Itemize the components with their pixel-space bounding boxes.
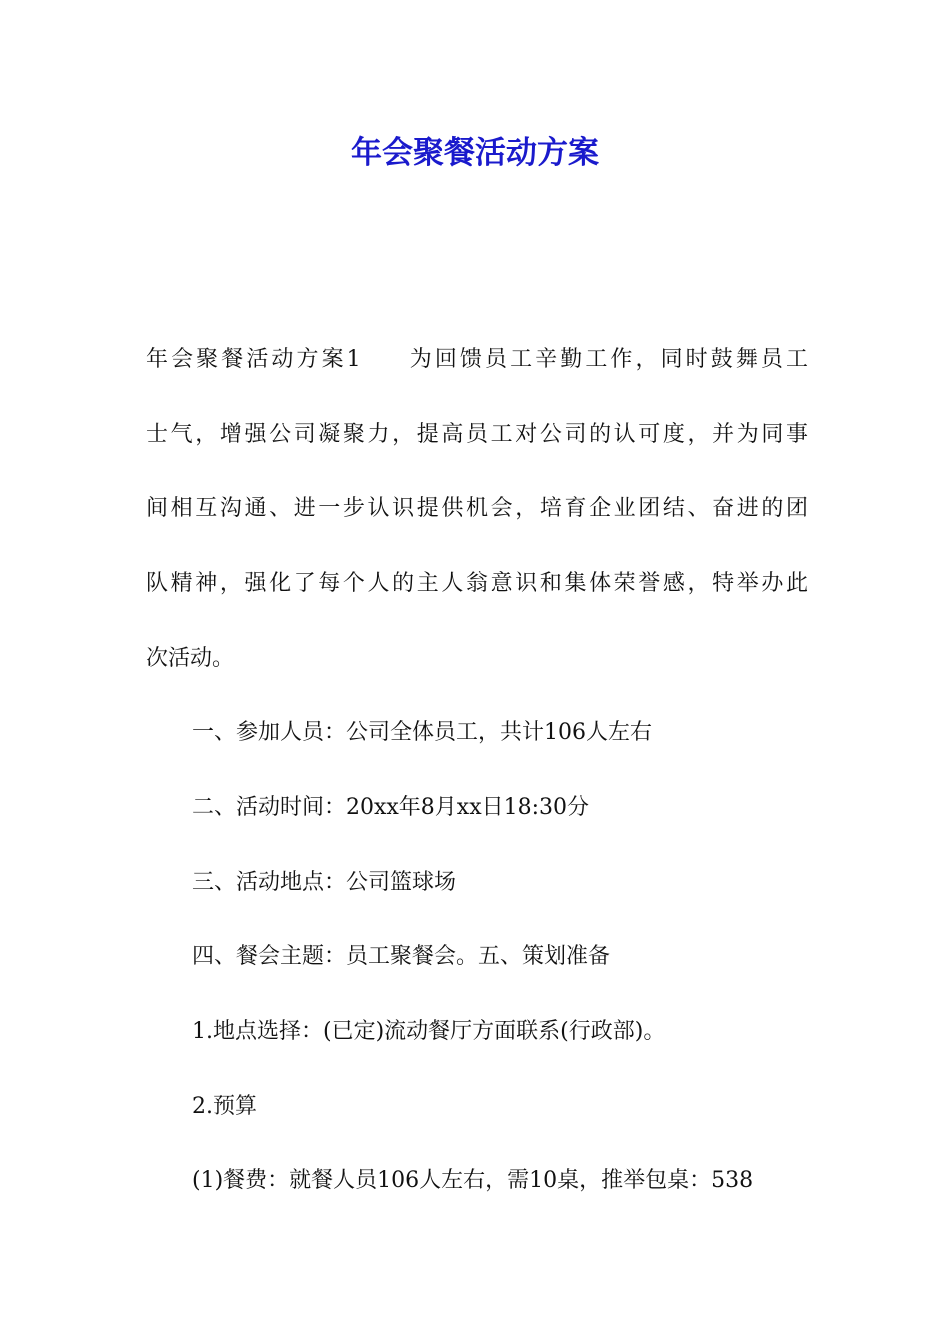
paragraph-line-3: 间相互沟通、进一步认识提供机会，培育企业团结、奋进的团 [146, 496, 808, 521]
list-item-time: 二、活动时间：20xx年8月xx日18:30分 [192, 795, 590, 820]
list-item-venue-choice: 1.地点选择：(已定)流动餐厅方面联系(行政部)。 [192, 1019, 666, 1044]
list-item-theme: 四、餐会主题：员工聚餐会。五、策划准备 [192, 944, 611, 969]
paragraph-line-5: 次活动。 [146, 646, 235, 671]
list-item-budget: 2.预算 [192, 1094, 257, 1119]
list-item-meal-cost: (1)餐费：就餐人员106人左右，需10桌，推举包桌：538 [192, 1168, 754, 1193]
document-title: 年会聚餐活动方案 [351, 135, 599, 171]
paragraph-line-2: 士气，增强公司凝聚力，提高员工对公司的认可度，并为同事 [146, 422, 808, 447]
paragraph-line-4: 队精神，强化了每个人的主人翁意识和集体荣誉感，特举办此 [146, 571, 808, 596]
section-heading: 年会聚餐活动方案1 [146, 347, 361, 372]
list-item-participants: 一、参加人员：公司全体员工，共计106人左右 [192, 720, 652, 745]
paragraph-text: 为回馈员工辛勤工作，同时鼓舞员工 [406, 347, 808, 372]
list-item-location: 三、活动地点：公司篮球场 [192, 870, 457, 895]
paragraph-line-1 [146, 340, 808, 380]
